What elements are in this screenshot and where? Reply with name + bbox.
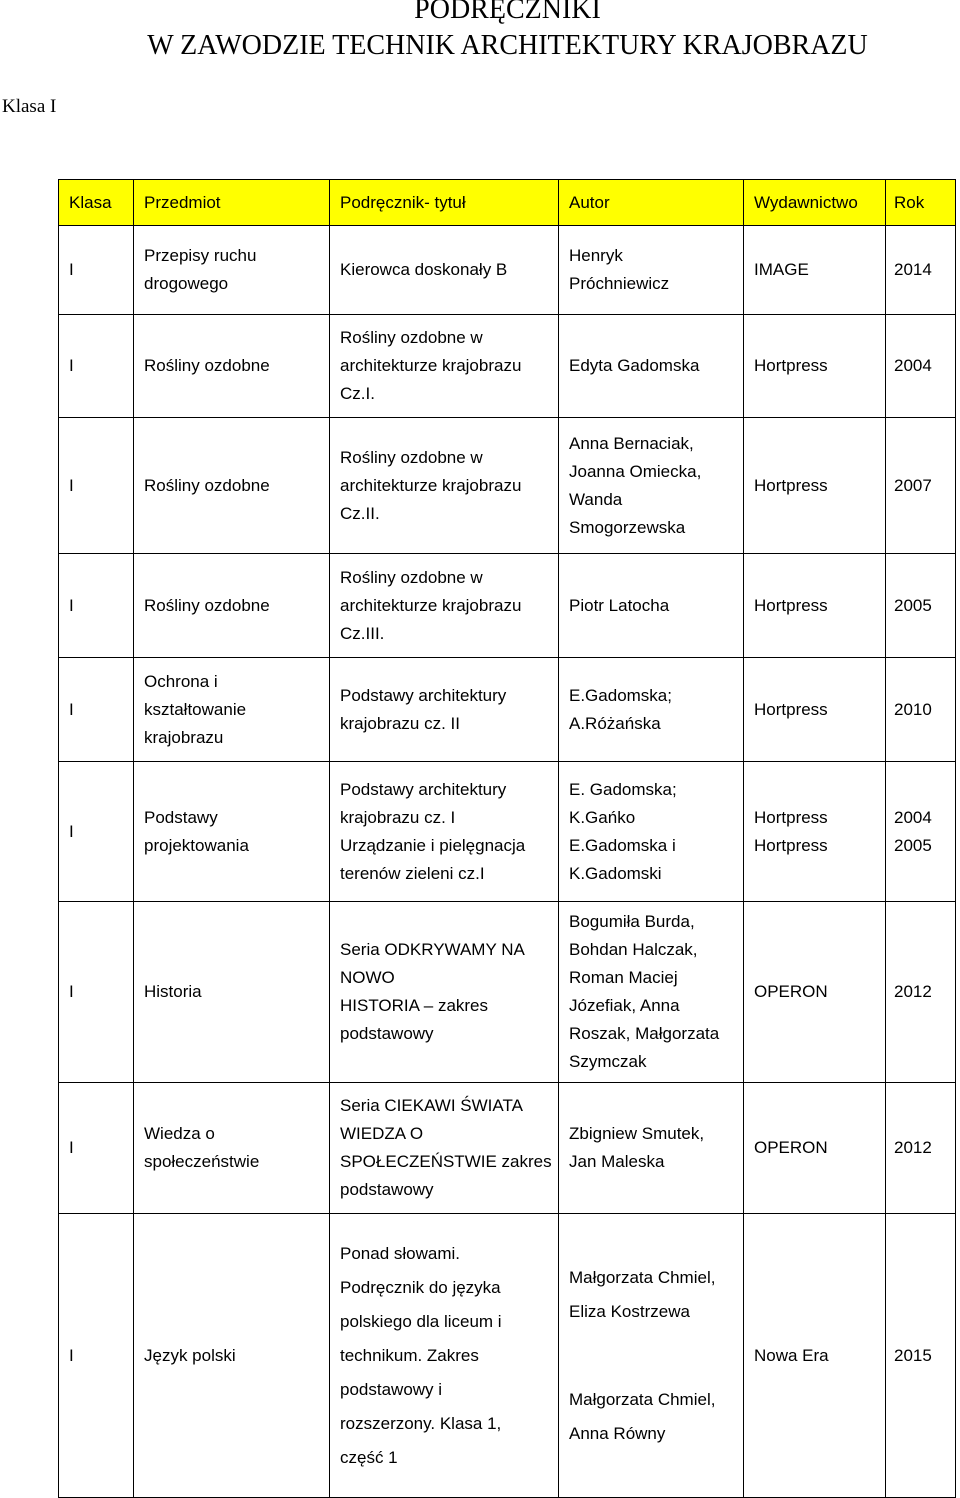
table-row (59, 315, 956, 418)
cell-line: 2010 (894, 699, 932, 719)
cell-line: polskiego dla liceum i (340, 1311, 502, 1331)
cell-line: architekturze krajobrazu (340, 595, 522, 615)
cell-line: Hortpress (754, 699, 828, 719)
cell-line: E. Gadomska; (569, 779, 677, 799)
cell-tytul (330, 554, 559, 658)
cell-autor (559, 315, 744, 418)
cell-line: 2004 (894, 807, 932, 827)
cell-rok (886, 1083, 956, 1214)
cell-wydawnictwo (744, 418, 886, 554)
cell-line: społeczeństwie (144, 1152, 260, 1171)
cell-line: Rośliny ozdobne w (340, 567, 483, 587)
cell-tytul (330, 902, 559, 1083)
cell-line: Rośliny ozdobne (144, 475, 270, 495)
cell-line: OPERON (754, 1138, 828, 1157)
cell-line: Podręcznik do języka (340, 1277, 501, 1297)
table-header-row (59, 180, 956, 226)
table-row (59, 418, 956, 554)
cell-autor (559, 902, 744, 1083)
cell-line: Joanna Omiecka, (569, 461, 702, 481)
table-row (59, 554, 956, 658)
cell-line: Roszak, Małgorzata (569, 1024, 720, 1043)
cell-line: Smogorzewska (569, 517, 686, 537)
cell-line: Rośliny ozdobne w (340, 447, 483, 467)
cell-rok (886, 226, 956, 315)
cell-line: WIEDZA O (340, 1124, 424, 1143)
cell-line: 2012 (894, 1138, 932, 1157)
cell-wydawnictwo (744, 315, 886, 418)
header-tytul: Podręcznik- tytuł (330, 180, 559, 226)
cell-line: projektowania (144, 835, 249, 855)
table-row (59, 1214, 956, 1498)
cell-line: krajobrazu cz. II (340, 713, 460, 733)
cell-line: IMAGE (754, 260, 809, 279)
cell-klasa: I (59, 554, 134, 658)
cell-tytul (330, 1083, 559, 1214)
cell-line: Piotr Latocha (569, 595, 670, 615)
cell-line: NOWO (340, 968, 395, 987)
cell-line: Henryk (569, 246, 623, 265)
cell-autor (559, 554, 744, 658)
cell-line: Seria ODKRYWAMY NA (340, 940, 525, 959)
cell-line: Małgorzata Chmiel, (569, 1389, 716, 1409)
cell-line: Józefiak, Anna (569, 996, 680, 1015)
cell-line: Wiedza o (144, 1124, 215, 1143)
cell-line: krajobrazu (144, 727, 224, 747)
cell-wydawnictwo: Nowa Era (744, 1214, 886, 1498)
cell-przedmiot (134, 762, 330, 902)
textbook-table (58, 179, 956, 1498)
cell-klasa: I (59, 902, 134, 1083)
cell-rok (886, 418, 956, 554)
cell-line: krajobrazu cz. I (340, 807, 456, 827)
cell-tytul (330, 315, 559, 418)
cell-autor (559, 1083, 744, 1214)
table-row (59, 226, 956, 315)
cell-autor (559, 762, 744, 902)
cell-line: 2004 (894, 356, 932, 375)
header-autor: Autor (559, 180, 744, 226)
page-title-line2: W ZAWODZIE TECHNIK ARCHITEKTURY KRAJOBRAZU (147, 30, 868, 61)
cell-klasa: I (59, 762, 134, 902)
cell-line: 2012 (894, 982, 932, 1001)
cell-autor (559, 418, 744, 554)
cell-line: Rośliny ozdobne w (340, 328, 483, 347)
cell-line: architekturze krajobrazu (340, 356, 522, 375)
cell-line: Bogumiła Burda, (569, 912, 695, 931)
cell-line: Kierowca doskonały B (340, 260, 508, 279)
header-klasa: Klasa (59, 180, 134, 226)
cell-line: Roman Maciej (569, 968, 678, 987)
cell-line: Cz.I. (340, 384, 375, 403)
cell-line: Ponad słowami. (340, 1243, 461, 1263)
cell-wydawnictwo (744, 902, 886, 1083)
cell-line: 2005 (894, 835, 932, 855)
cell-line: Hortpress (754, 595, 828, 615)
cell-line: Cz.II. (340, 503, 380, 523)
cell-line: Małgorzata Chmiel, (569, 1267, 716, 1287)
cell-klasa: I (59, 418, 134, 554)
cell-line: Szymczak (569, 1052, 647, 1071)
cell-klasa: I (59, 1214, 134, 1498)
cell-line: Historia (144, 982, 202, 1001)
cell-line: Bohdan Halczak, (569, 940, 698, 959)
cell-line: Edyta Gadomska (569, 356, 700, 375)
table-row (59, 1083, 956, 1214)
cell-klasa: I (59, 226, 134, 315)
table-body (59, 226, 956, 1214)
table-body-last (59, 1214, 956, 1498)
cell-line: Hortpress (754, 356, 828, 375)
cell-rok (886, 315, 956, 418)
cell-klasa: I (59, 658, 134, 762)
cell-line: Zbigniew Smutek, (569, 1124, 705, 1143)
cell-rok (886, 902, 956, 1083)
cell-line: Wanda (569, 489, 623, 509)
cell-line: Próchniewicz (569, 274, 670, 293)
cell-klasa: I (59, 1083, 134, 1214)
page-title-line1: PODRĘCZNIKI (414, 0, 601, 25)
cell-rok (886, 658, 956, 762)
cell-line: Hortpress (754, 807, 828, 827)
cell-tytul (330, 226, 559, 315)
cell-wydawnictwo (744, 226, 886, 315)
cell-line: podstawowy (340, 1180, 434, 1199)
cell-autor (559, 1214, 744, 1498)
cell-klasa: I (59, 315, 134, 418)
cell-line: Jan Maleska (569, 1152, 665, 1171)
cell-line: Anna Bernaciak, (569, 433, 694, 453)
header-przedmiot: Przedmiot (134, 180, 330, 226)
cell-przedmiot (134, 1083, 330, 1214)
cell-line: Podstawy architektury (340, 685, 507, 705)
cell-line: Cz.III. (340, 623, 385, 643)
cell-przedmiot (134, 658, 330, 762)
cell-line: część 1 (340, 1447, 398, 1467)
cell-przedmiot (134, 418, 330, 554)
cell-przedmiot (134, 902, 330, 1083)
cell-line: technikum. Zakres (340, 1345, 479, 1365)
cell-line: Urządzanie i pielęgnacja (340, 835, 526, 855)
cell-line: podstawowy i (340, 1379, 443, 1399)
cell-line: Przepisy ruchu (144, 246, 257, 265)
cell-przedmiot (134, 226, 330, 315)
cell-tytul (330, 762, 559, 902)
cell-line: rozszerzony. Klasa 1, (340, 1413, 502, 1433)
cell-line: architekturze krajobrazu (340, 475, 522, 495)
cell-tytul (330, 658, 559, 762)
cell-line: 2014 (894, 260, 932, 279)
cell-rok: 2015 (886, 1214, 956, 1498)
cell-wydawnictwo (744, 762, 886, 902)
cell-przedmiot (134, 315, 330, 418)
cell-line: K.Gańko (569, 807, 636, 827)
header-wydawnictwo: Wydawnictwo (744, 180, 886, 226)
cell-line: Podstawy architektury (340, 779, 507, 799)
cell-line: OPERON (754, 982, 828, 1001)
cell-wydawnictwo (744, 658, 886, 762)
cell-tytul (330, 418, 559, 554)
cell-line: E.Gadomska; (569, 685, 672, 705)
cell-tytul (330, 1214, 559, 1498)
cell-line: 2007 (894, 475, 932, 495)
cell-rok (886, 762, 956, 902)
cell-line: kształtowanie (144, 699, 247, 719)
table-row (59, 762, 956, 902)
cell-line: Rośliny ozdobne (144, 595, 270, 615)
cell-autor (559, 226, 744, 315)
cell-przedmiot: Język polski (134, 1214, 330, 1498)
cell-line: K.Gadomski (569, 863, 662, 883)
cell-line: Hortpress (754, 835, 828, 855)
cell-line: Rośliny ozdobne (144, 356, 270, 375)
header-rok: Rok (886, 180, 956, 226)
cell-line: terenów zieleni cz.I (340, 863, 485, 883)
cell-line: 2005 (894, 595, 932, 615)
cell-line: Ochrona i (144, 671, 218, 691)
class-label: Klasa I (2, 96, 57, 117)
cell-wydawnictwo (744, 554, 886, 658)
table-row (59, 658, 956, 762)
cell-line: A.Różańska (569, 713, 661, 733)
cell-line: Seria CIEKAWI ŚWIATA (340, 1096, 523, 1115)
cell-line: E.Gadomska i (569, 835, 676, 855)
cell-line: podstawowy (340, 1024, 434, 1043)
table-row (59, 902, 956, 1083)
cell-line: Anna Równy (569, 1423, 666, 1443)
cell-line: SPOŁECZEŃSTWIE zakres (340, 1152, 552, 1171)
cell-rok (886, 554, 956, 658)
cell-przedmiot (134, 554, 330, 658)
cell-line: Podstawy (144, 807, 218, 827)
cell-wydawnictwo (744, 1083, 886, 1214)
cell-line: drogowego (144, 274, 229, 293)
cell-autor (559, 658, 744, 762)
cell-line: HISTORIA – zakres (340, 996, 489, 1015)
cell-spacer (569, 1329, 733, 1383)
cell-line: Hortpress (754, 475, 828, 495)
cell-line: Eliza Kostrzewa (569, 1301, 690, 1321)
